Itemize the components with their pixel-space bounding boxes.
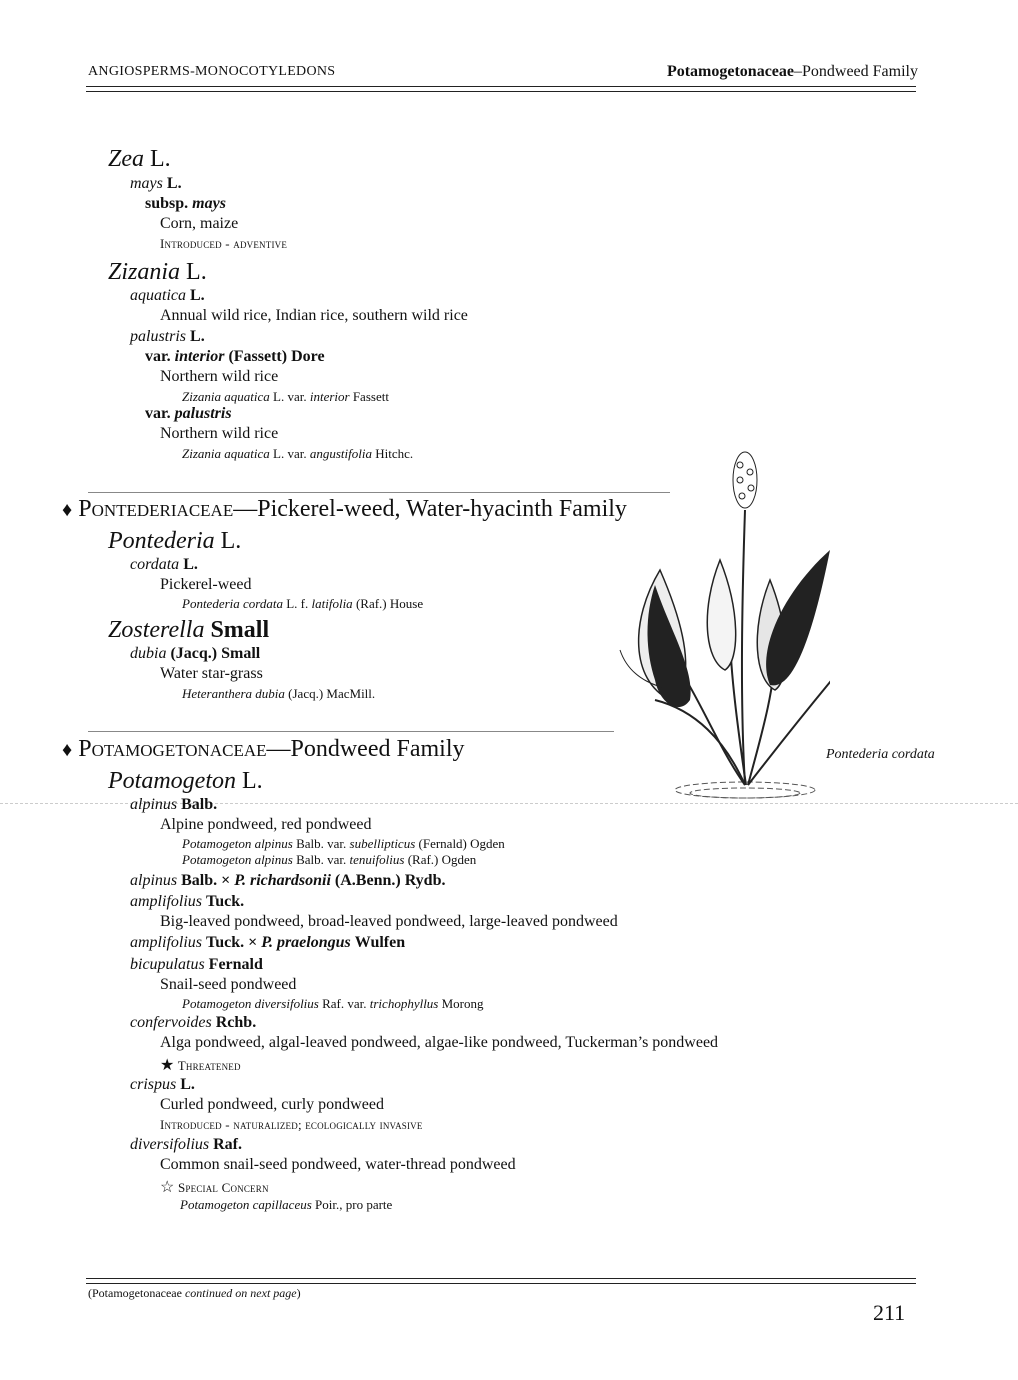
hybrid-alpinus-richardsonii: alpinus Balb. × P. richardsonii (A.Benn.) Rydb. [130,872,446,889]
status-label: ☆ Special Concern [160,1179,269,1196]
header-family: Potamogetonaceae [666,63,794,80]
genus-zea: Zea L. [108,146,171,172]
status-label: Introduced - adventive [160,236,288,251]
synonym: Potamogeton alpinus Balb. var. subellipticus (Fernald) Ogden [182,836,505,851]
common-name: Curled pondweed, curly pondweed [160,1096,384,1113]
running-header-left: ANGIOSPERMS-MONOCOTYLEDONS [88,64,336,79]
species-alpinus: alpinus Balb. [130,796,218,813]
filled-star-icon: ★ [160,1057,175,1074]
genus-potamogeton: Potamogeton L. [108,768,263,794]
status-label: ★ Threatened [160,1057,241,1074]
species-confervoides: confervoides Rchb. [130,1014,257,1031]
family-pontederiaceae: ♦ Pontederiaceae—Pickerel-weed, Water-hyacinth Family [62,496,627,522]
species-crispus: crispus L. [130,1076,195,1093]
species-zosterella-dubia: dubia (Jacq.) Small [130,645,261,662]
species-zizania-palustris: palustris L. [130,328,205,345]
common-name: Northern wild rice [160,368,279,385]
figure-caption: Pontederia cordata [826,747,935,762]
common-name: Northern wild rice [160,425,279,442]
synonym: Potamogeton alpinus Balb. var. tenuifolius (Raf.) Ogden [182,852,477,867]
common-name: Alga pondweed, algal-leaved pondweed, algae-like pondweed, Tuckerman’s pondweed [160,1034,719,1051]
species-pontederia-cordata: cordata L. [130,556,198,573]
diamond-bullet-icon: ♦ [62,739,73,761]
common-name: Pickerel-weed [160,576,252,593]
synonym: Zizania aquatica L. var. angustifolia Hitchc. [182,446,414,461]
common-name: Big-leaved pondweed, broad-leaved pondweed, large-leaved pondweed [160,913,618,930]
common-name: Snail-seed pondweed [160,976,297,993]
species-zea-mays: mays L. [130,175,182,192]
common-name: Water star-grass [160,665,263,682]
running-header-right [667,63,918,81]
synonym: Zizania aquatica L. var. interior Fassett [182,389,389,404]
header-rule [86,86,916,87]
status-label: Introduced - naturalized; ecologically invasive [160,1117,423,1132]
family-potamogetonaceae: ♦ Potamogetonaceae—Pondweed Family [62,736,465,762]
variety-interior: var. interior (Fassett) Dore [145,348,325,365]
species-diversifolius: diversifolius Raf. [130,1136,242,1153]
subspecies-mays: subsp. mays [145,195,226,212]
footer-rule [86,1278,916,1279]
genus-zizania: Zizania L. [108,259,207,285]
species-amplifolius: amplifolius Tuck. [130,893,245,910]
synonym: Heteranthera dubia (Jacq.) MacMill. [182,686,376,701]
section-divider [88,492,670,493]
common-name: Common snail-seed pondweed, water-thread pondweed [160,1156,516,1173]
page-number: 211 [873,1300,906,1325]
pontederia-cordata-illustration [600,450,830,810]
common-name: Corn, maize [160,215,239,232]
species-zizania-aquatica: aquatica L. [130,287,205,304]
header-family-common: –Pondweed Family [794,63,918,80]
section-divider [88,731,614,732]
synonym: Potamogeton diversifolius Raf. var. trichophyllus Morong [182,996,484,1011]
footer-rule-thin [86,1283,916,1284]
synonym: Potamogeton capillaceus Poir., pro parte [180,1197,393,1212]
header-rule-thin [86,91,916,92]
common-name: Annual wild rice, Indian rice, southern wild rice [160,307,468,324]
continuation-note: (Potamogetonaceae continued on next page) [88,1286,301,1300]
common-name: Alpine pondweed, red pondweed [160,816,372,833]
species-bicupulatus: bicupulatus Fernald [130,956,263,973]
synonym: Pontederia cordata L. f. latifolia (Raf.) House [182,596,424,611]
outline-star-icon: ☆ [160,1179,175,1196]
hybrid-amplifolius-praelongus: amplifolius Tuck. × P. praelongus Wulfen [130,934,406,951]
diamond-bullet-icon: ♦ [62,499,73,521]
variety-palustris: var. palustris [145,405,232,422]
genus-zosterella: Zosterella Small [108,617,270,643]
genus-pontederia: Pontederia L. [108,528,242,554]
